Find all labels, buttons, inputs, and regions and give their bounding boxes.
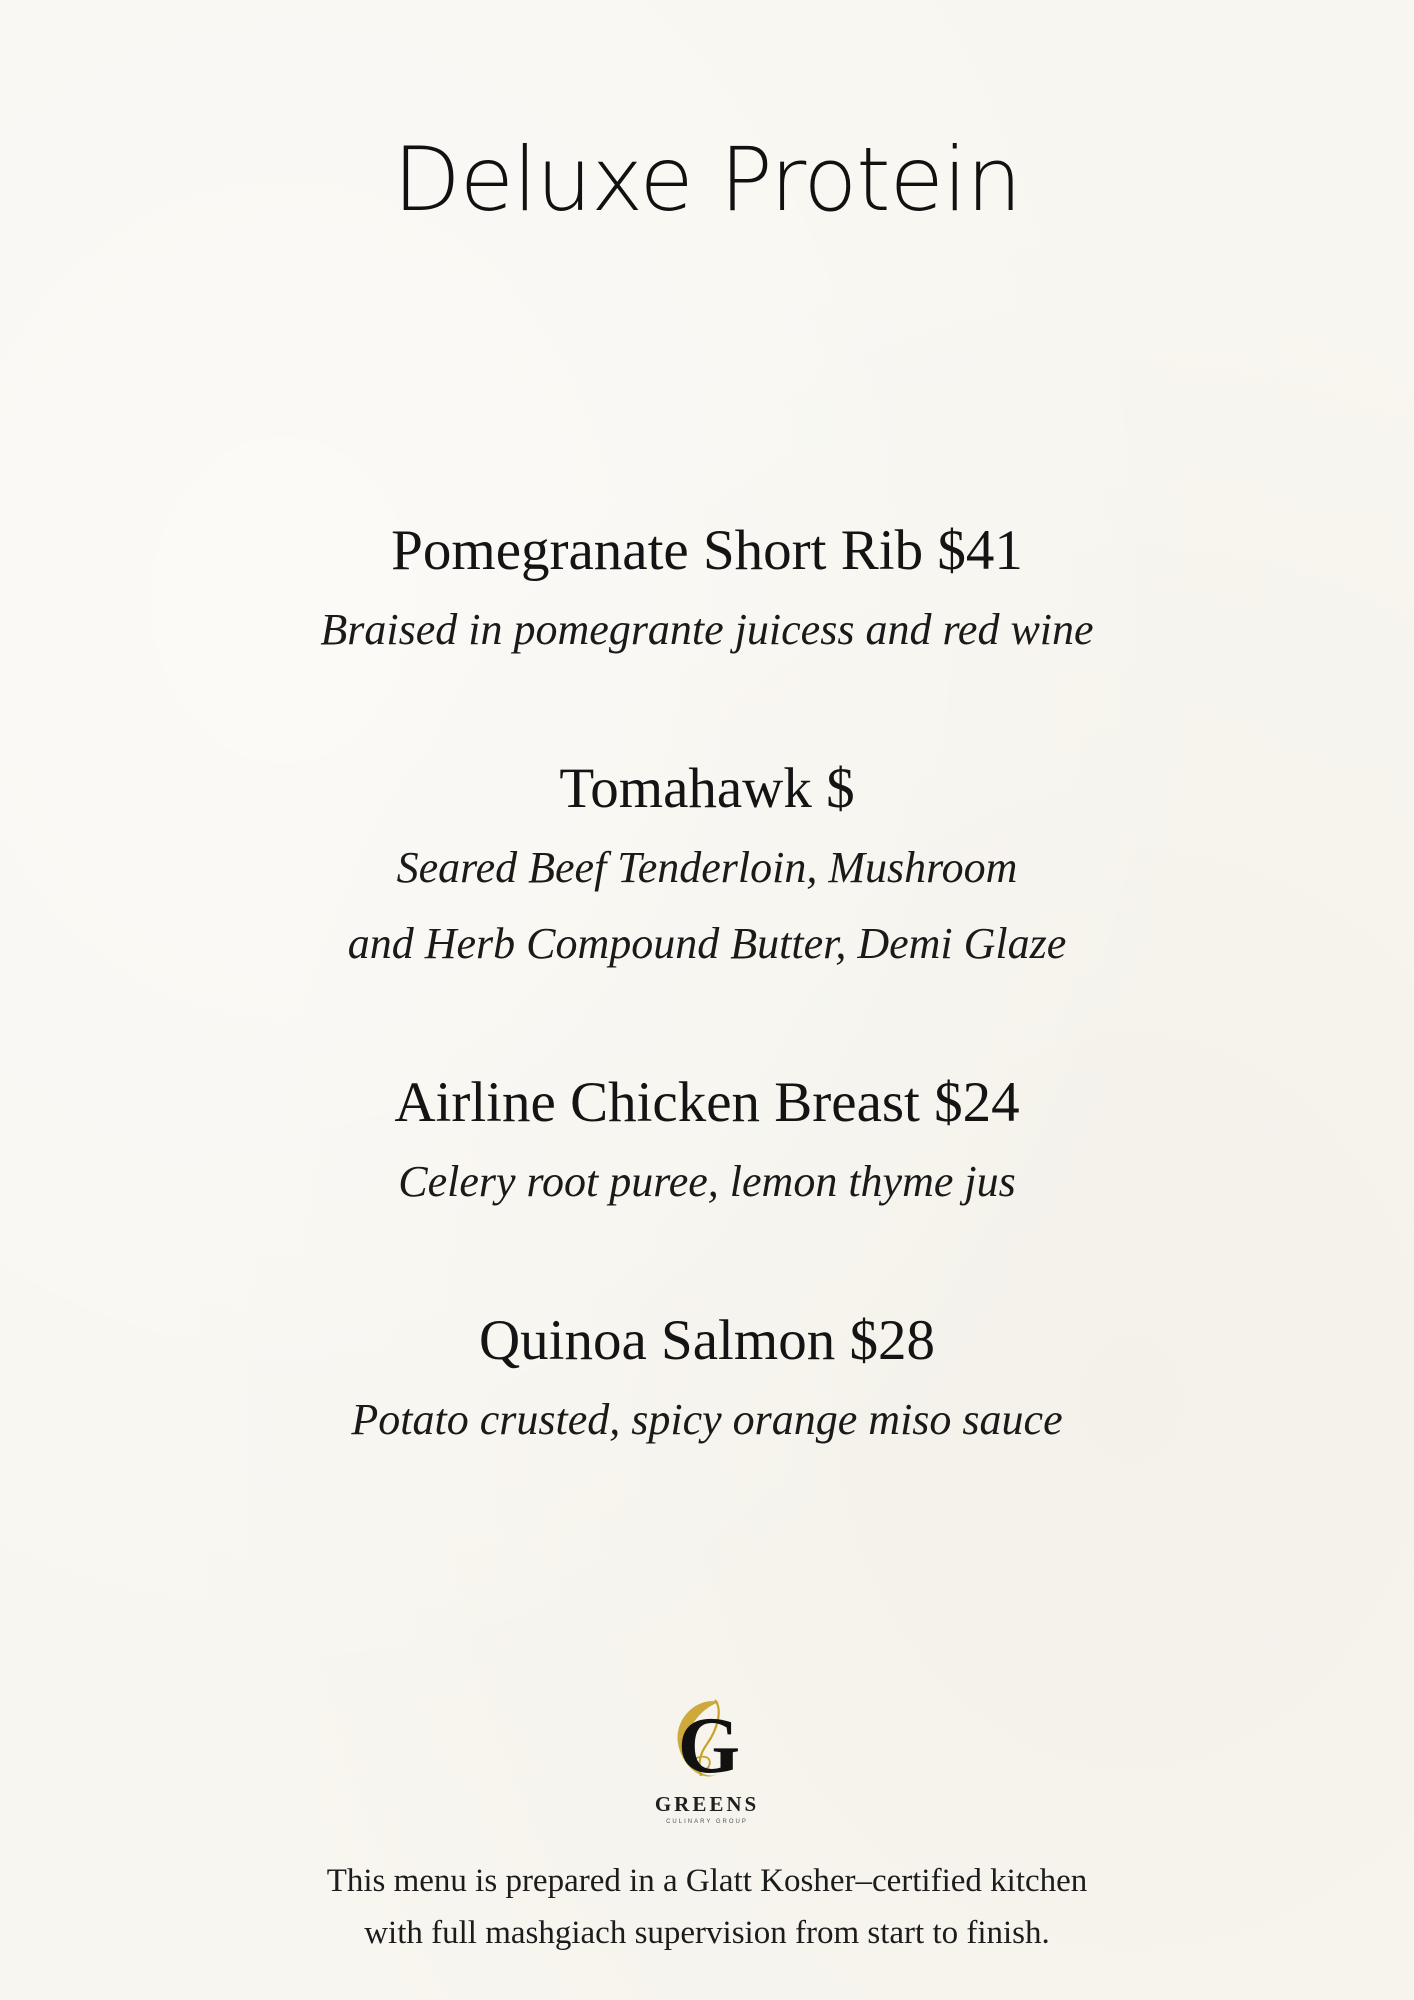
menu-item-description: Celery root puree, lemon thyme jus (398, 1157, 1016, 1206)
greens-monogram-icon (657, 1690, 757, 1790)
menu-item (0, 1300, 1414, 1458)
footer-line: This menu is prepared in a Glatt Kosher–certified kitchen (326, 1863, 1088, 1899)
menu-item (0, 1062, 1414, 1220)
menu-list (0, 510, 1414, 1458)
menu-item (0, 510, 1414, 668)
menu-item-description: and Herb Compound Butter, Demi Glaze (347, 919, 1067, 968)
menu-item-name: Tomahawk $ (559, 757, 855, 820)
menu-item-description: Seared Beef Tenderloin, Mushroom (396, 843, 1018, 892)
menu-item-description: Potato crusted, spicy orange miso sauce (351, 1395, 1063, 1444)
menu-item-description: Braised in pomegrante juicess and red wine (320, 605, 1094, 654)
greens-logo (0, 1690, 1414, 1825)
menu-item (0, 748, 1414, 982)
menu-item-name: Quinoa Salmon $28 (479, 1309, 935, 1372)
menu-item-name: Airline Chicken Breast $24 (394, 1071, 1020, 1134)
kosher-notice (0, 1855, 1414, 1959)
svg-text:G: G (677, 1702, 741, 1790)
page-title: Deluxe Protein (392, 128, 1022, 231)
logo-subtitle: CULINARY GROUP (666, 1819, 748, 1825)
menu-item-name: Pomegranate Short Rib $41 (391, 519, 1023, 582)
logo-name: GREENS (654, 1792, 760, 1816)
footer-line: with full mashgiach supervision from start to finish. (364, 1915, 1050, 1951)
